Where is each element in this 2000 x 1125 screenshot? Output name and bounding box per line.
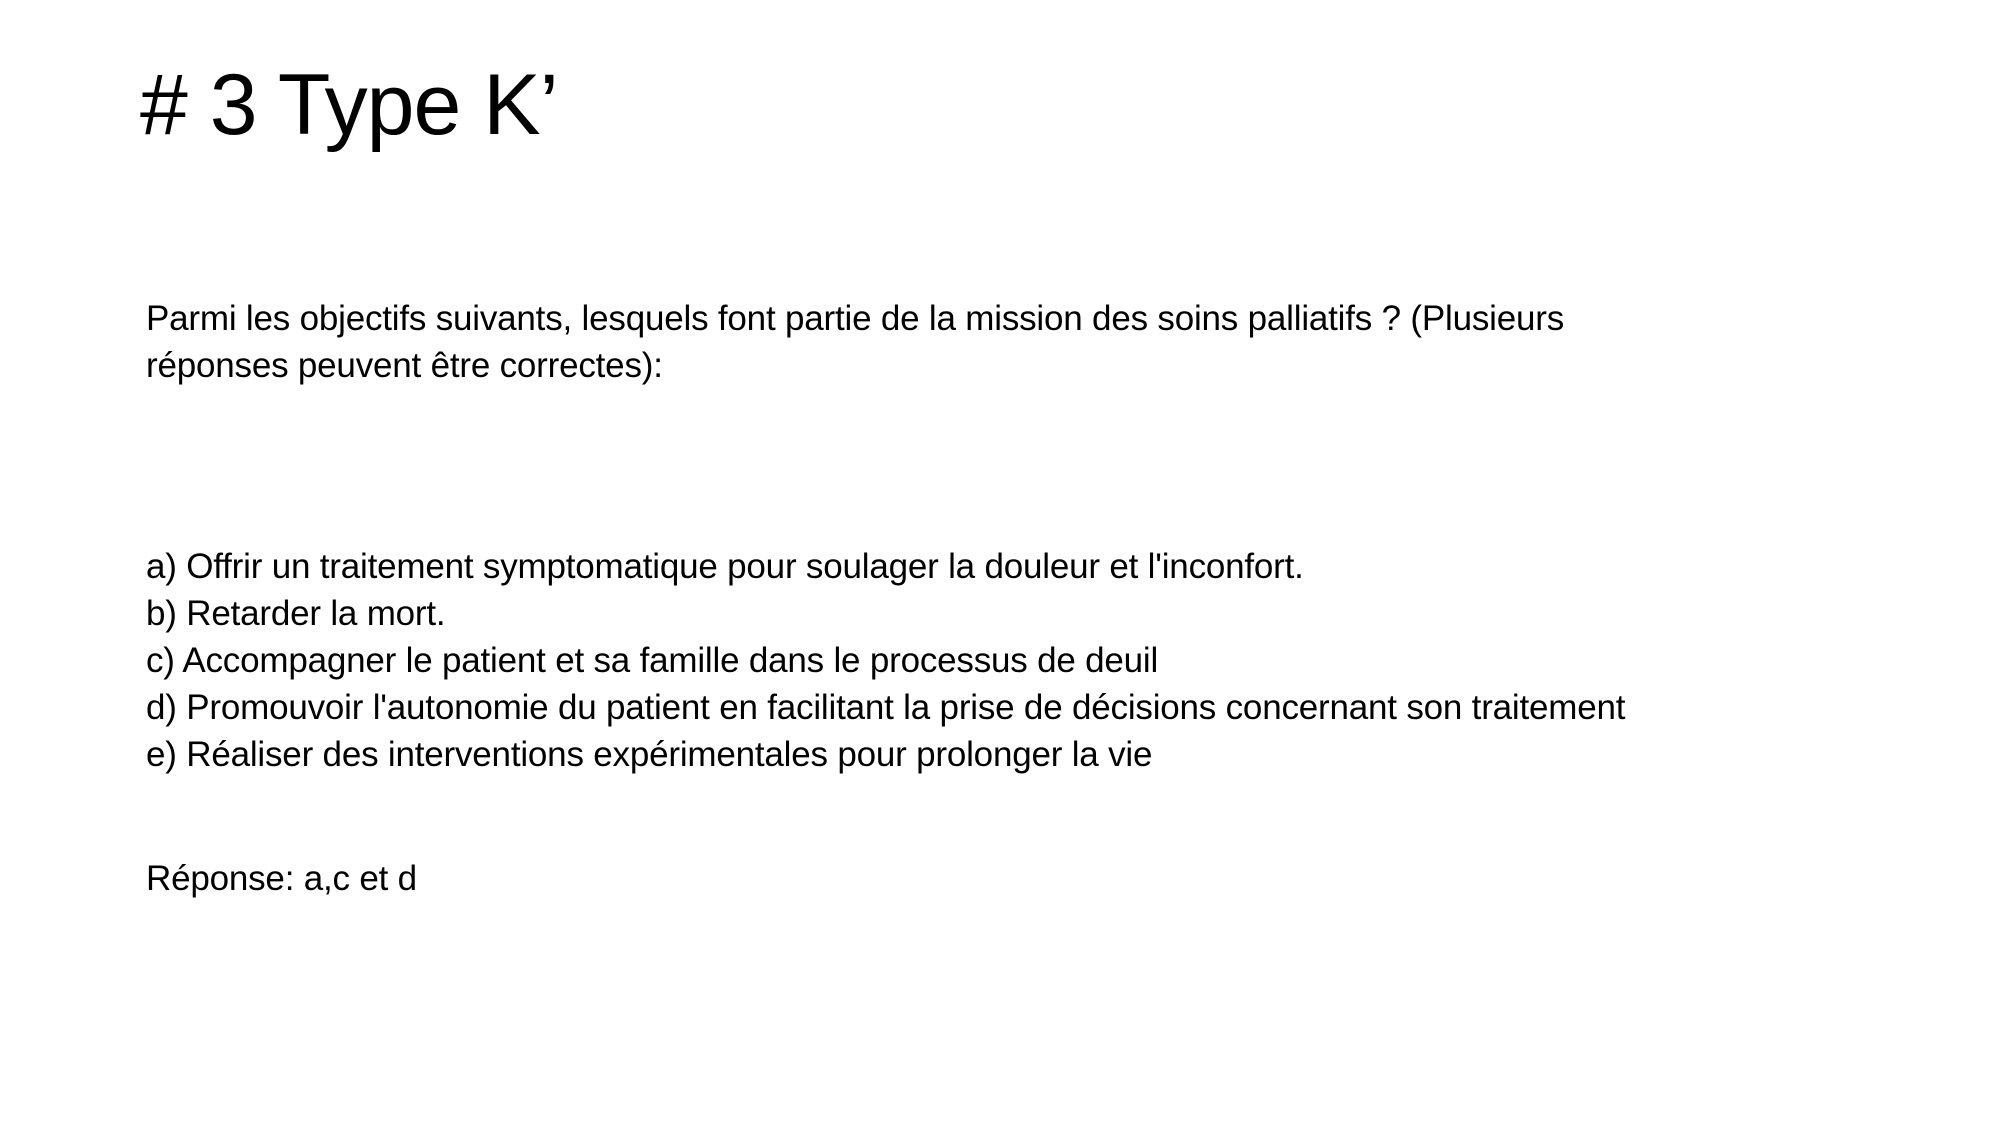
question-line-1: Parmi les objectifs suivants, lesquels font partie de la mission des soins palliatifs ? (Plusieurs [146, 299, 1564, 338]
option-d: d) Promouvoir l'autonomie du patient en facilitant la prise de décisions concernant son traitement [146, 688, 1626, 727]
option-a: a) Offrir un traitement symptomatique pour soulager la douleur et l'inconfort. [146, 547, 1304, 586]
answer-text: Réponse: a,c et d [146, 859, 417, 898]
options-list [146, 543, 1625, 778]
answer-line [146, 855, 417, 902]
option-c: c) Accompagner le patient et sa famille dans le processus de deuil [146, 641, 1159, 680]
option-e: e) Réaliser des interventions expérimentales pour prolonger la vie [146, 735, 1153, 774]
question-paragraph [146, 295, 1564, 389]
option-b: b) Retarder la mort. [146, 594, 446, 633]
slide-title: # 3 Type K’ [140, 57, 558, 153]
question-line-2: réponses peuvent être correctes): [146, 346, 663, 385]
